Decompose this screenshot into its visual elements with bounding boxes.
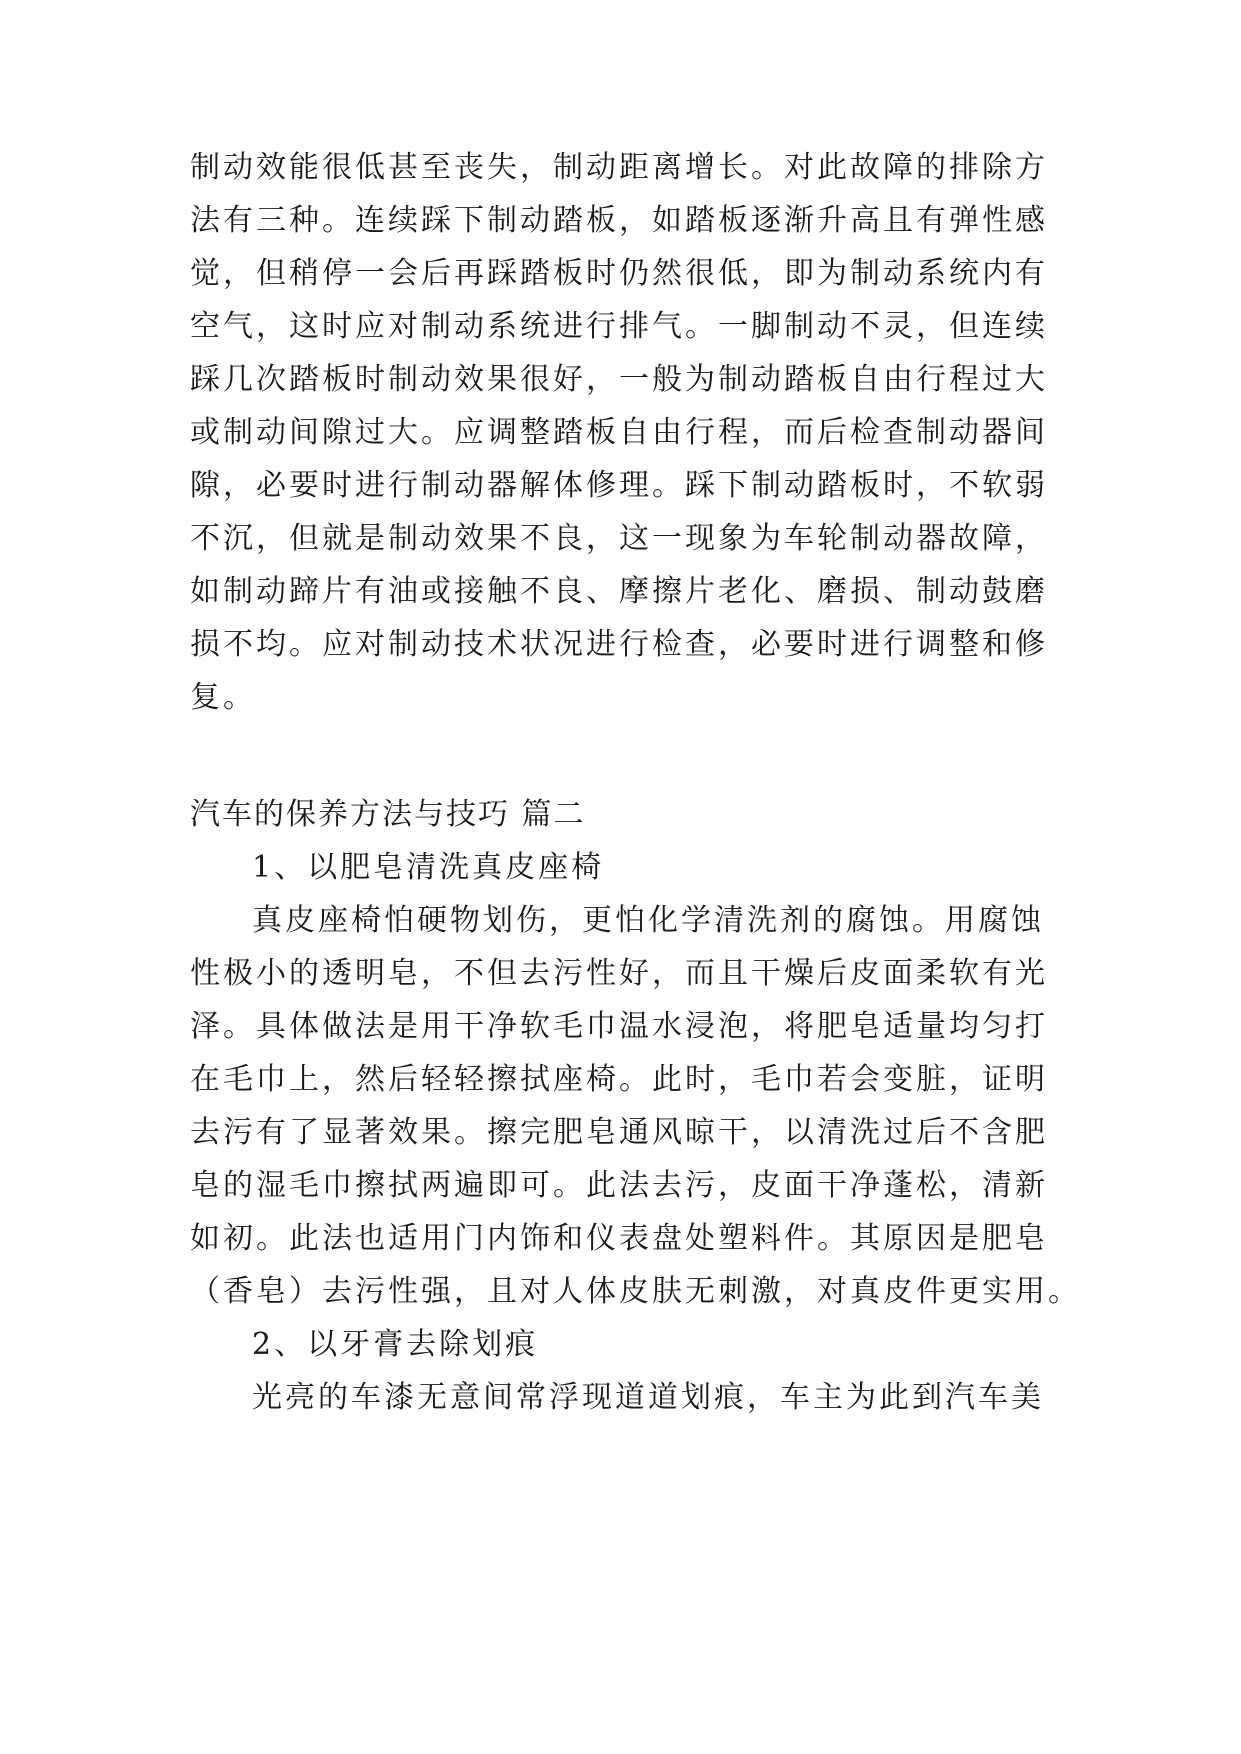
paragraph-line: （香皂）去污性强，且对人体皮肤无刺激，对真皮件更实用。 <box>190 1274 1081 1309</box>
paragraph-line: 踩几次踏板时制动效果很好，一般为制动踏板自由行程过大 <box>190 362 1048 397</box>
section-title: 汽车的保养方法与技巧 篇二 <box>190 797 586 832</box>
paragraph-line: 或制动间隙过大。应调整踏板自由行程，而后检查制动器间 <box>190 415 1048 450</box>
paragraph-line: 法有三种。连续踩下制动踏板，如踏板逐渐升高且有弹性感 <box>190 203 1048 238</box>
item-title: 2、以牙膏去除划痕 <box>252 1327 539 1362</box>
paragraph-line: 觉，但稍停一会后再踩踏板时仍然很低，即为制动系统内有 <box>190 256 1048 291</box>
paragraph-line: 复。 <box>190 680 256 715</box>
paragraph-line: 制动效能很低甚至丧失，制动距离增长。对此故障的排除方 <box>190 150 1048 185</box>
paragraph-line: 隙，必要时进行制动器解体修理。踩下制动踏板时，不软弱 <box>190 468 1048 503</box>
paragraph-line: 在毛巾上，然后轻轻擦拭座椅。此时，毛巾若会变脏，证明 <box>190 1062 1048 1097</box>
paragraph-line: 去污有了显著效果。擦完肥皂通风晾干，以清洗过后不含肥 <box>190 1115 1048 1150</box>
paragraph-line: 不沉，但就是制动效果不良，这一现象为车轮制动器故障， <box>190 521 1048 556</box>
paragraph-line: 空气，这时应对制动系统进行排气。一脚制动不灵，但连续 <box>190 309 1048 344</box>
paragraph-line: 皂的湿毛巾擦拭两遍即可。此法去污，皮面干净蓬松，清新 <box>190 1168 1048 1203</box>
paragraph-line: 真皮座椅怕硬物划伤，更怕化学清洗剂的腐蚀。用腐蚀 <box>252 903 1044 938</box>
paragraph-line: 损不均。应对制动技术状况进行检查，必要时进行调整和修 <box>190 627 1048 662</box>
paragraph-line: 如制动蹄片有油或接触不良、摩擦片老化、磨损、制动鼓磨 <box>190 574 1048 609</box>
paragraph-line: 光亮的车漆无意间常浮现道道划痕，车主为此到汽车美 <box>252 1380 1044 1415</box>
paragraph-line: 如初。此法也适用门内饰和仪表盘处塑料件。其原因是肥皂 <box>190 1221 1048 1256</box>
item-title: 1、以肥皂清洗真皮座椅 <box>252 850 605 885</box>
paragraph-line: 泽。具体做法是用干净软毛巾温水浸泡，将肥皂适量均匀打 <box>190 1009 1048 1044</box>
paragraph-line: 性极小的透明皂，不但去污性好，而且干燥后皮面柔软有光 <box>190 956 1048 991</box>
